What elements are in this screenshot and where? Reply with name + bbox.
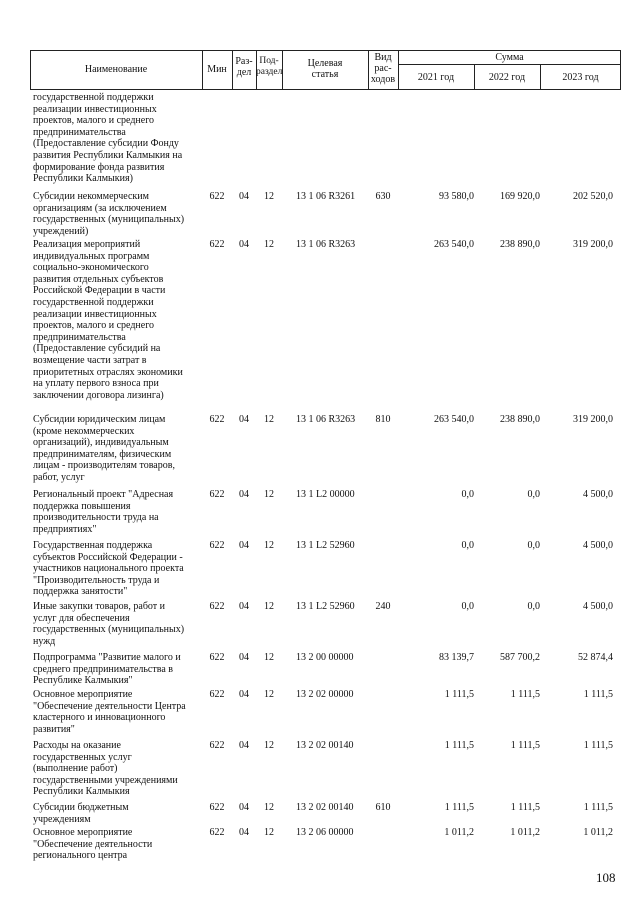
row-sum-2021: 263 540,0 [434,414,474,425]
row-razdel: 04 [239,652,249,663]
row-podrazdel: 12 [264,191,274,202]
row-podrazdel: 12 [264,802,274,813]
header-sum: Сумма [495,52,524,63]
row-podrazdel: 12 [264,540,274,551]
row-name: Основное мероприятие "Обеспечение деятельности регионального центра [33,827,153,862]
row-name: государственной поддержки реализации инвестиционных проектов, малого и среднего предпринимательства (Предоставление субсидии Фонду развития Республики Калмыкия на формирование фонда развития Республики Калмыкия) [33,92,183,185]
page-number: 108 [596,870,616,885]
row-razdel: 04 [239,239,249,250]
row-sum-2023: 319 200,0 [573,239,613,250]
row-name: Региональный проект "Адресная поддержка повышения производительности труда на предприятиях" [33,489,174,535]
row-min: 622 [209,239,225,250]
row-sum-2021: 0,0 [461,489,474,500]
row-name: Субсидии некоммерческим организациям (за исключением государственных (муниципальных) учреждений) [33,191,185,237]
row-sum-2021: 1 111,5 [444,740,474,751]
row-razdel: 04 [239,802,249,813]
row-min: 622 [209,802,225,813]
row-sum-2022: 1 111,5 [510,802,540,813]
row-vid: 610 [375,802,391,813]
row-podrazdel: 12 [264,740,274,751]
row-podrazdel: 12 [264,689,274,700]
header-target: Целевая статья [307,58,343,80]
row-podrazdel: 12 [264,652,274,663]
row-sum-2022: 0,0 [527,540,540,551]
row-sum-2023: 1 111,5 [583,802,613,813]
row-sum-2022: 169 920,0 [500,191,540,202]
row-target: 13 1 06 R3263 [296,239,356,250]
row-name: Иные закупки товаров, работ и услуг для обеспечения государственных (муниципальных) нужд [33,601,185,647]
row-sum-2021: 1 111,5 [444,802,474,813]
row-podrazdel: 12 [264,489,274,500]
row-vid: 630 [375,191,391,202]
row-min: 622 [209,489,225,500]
header-podrazdel: Под- раздел [256,56,283,77]
row-razdel: 04 [239,827,249,838]
row-podrazdel: 12 [264,414,274,425]
row-sum-2023: 4 500,0 [583,489,613,500]
row-sum-2021: 1 111,5 [444,689,474,700]
row-target: 13 2 06 00000 [296,827,354,838]
row-min: 622 [209,191,225,202]
row-target: 13 1 L2 52960 [296,540,355,551]
row-sum-2023: 1 011,2 [583,827,613,838]
row-sum-2021: 93 580,0 [439,191,474,202]
row-razdel: 04 [239,191,249,202]
row-target: 13 1 06 R3261 [296,191,356,202]
row-podrazdel: 12 [264,239,274,250]
row-target: 13 2 02 00000 [296,689,354,700]
row-sum-2023: 4 500,0 [583,601,613,612]
header-year-2021: 2021 год [417,72,455,83]
row-name: Основное мероприятие "Обеспечение деятельности Центра кластерного и инновационного развития" [33,689,186,735]
row-sum-2021: 263 540,0 [434,239,474,250]
row-sum-2023: 319 200,0 [573,414,613,425]
row-name: Субсидии бюджетным учреждениям [33,802,129,825]
row-min: 622 [209,540,225,551]
row-sum-2021: 83 139,7 [439,652,474,663]
row-min: 622 [209,414,225,425]
row-target: 13 2 02 00140 [296,740,354,751]
row-razdel: 04 [239,601,249,612]
row-name: Реализация мероприятий индивидуальных программ социально-экономического развития отдельных субъектов Российской Федерации в части государственной поддержки реализации инвестиционных проектов, малого и среднего предпринимательства (Предоставление субсидий на возмещение части затрат в приоритетных отраслях экономики на уплату первого взноса при заключении договора лизинга) [33,239,183,401]
row-min: 622 [209,601,225,612]
row-sum-2023: 4 500,0 [583,540,613,551]
row-target: 13 1 L2 52960 [296,601,355,612]
row-sum-2022: 0,0 [527,489,540,500]
row-sum-2021: 0,0 [461,540,474,551]
row-name: Подпрограмма "Развитие малого и среднего предпринимательства в Республике Калмыкия" [33,652,181,687]
row-razdel: 04 [239,689,249,700]
row-sum-2022: 0,0 [527,601,540,612]
row-min: 622 [209,740,225,751]
row-sum-2022: 238 890,0 [500,414,540,425]
row-min: 622 [209,689,225,700]
header-divider [398,64,621,65]
header-year-2023: 2023 год [562,72,599,83]
row-sum-2022: 587 700,2 [500,652,540,663]
row-target: 13 2 02 00140 [296,802,354,813]
row-razdel: 04 [239,414,249,425]
row-sum-2023: 1 111,5 [583,740,613,751]
row-razdel: 04 [239,489,249,500]
row-target: 13 2 00 00000 [296,652,354,663]
table-header [30,50,621,90]
row-name: Расходы на оказание государственных услуг (выполнение работ) государственными учреждениями Республики Калмыкия [33,740,178,798]
row-sum-2023: 52 874,4 [578,652,613,663]
row-min: 622 [209,652,225,663]
header-name: Наименование [84,64,148,75]
row-sum-2021: 0,0 [461,601,474,612]
row-target: 13 1 06 R3263 [296,414,356,425]
row-sum-2022: 238 890,0 [500,239,540,250]
header-razdel: Раз- дел [235,56,253,78]
row-min: 622 [209,827,225,838]
row-sum-2022: 1 111,5 [510,689,540,700]
row-sum-2022: 1 011,2 [510,827,540,838]
row-vid: 240 [375,601,391,612]
row-podrazdel: 12 [264,827,274,838]
row-podrazdel: 12 [264,601,274,612]
header-min: Мин [207,64,227,75]
row-sum-2023: 202 520,0 [573,191,613,202]
row-sum-2022: 1 111,5 [510,740,540,751]
row-name: Субсидии юридическим лицам (кроме некоммерческих организаций), индивидуальным предпринимателям, физическим лицам - производителям товаров, работ, услуг [33,414,175,483]
header-vid: Вид рас- ходов [370,52,396,85]
row-sum-2023: 1 111,5 [583,689,613,700]
row-sum-2021: 1 011,2 [444,827,474,838]
row-vid: 810 [375,414,391,425]
header-year-2022: 2022 год [488,72,526,83]
row-name: Государственная поддержка субъектов Российской Федерации - участников национального проекта "Производительность труда и поддержка занятости" [33,540,184,598]
row-razdel: 04 [239,740,249,751]
row-razdel: 04 [239,540,249,551]
row-target: 13 1 L2 00000 [296,489,355,500]
